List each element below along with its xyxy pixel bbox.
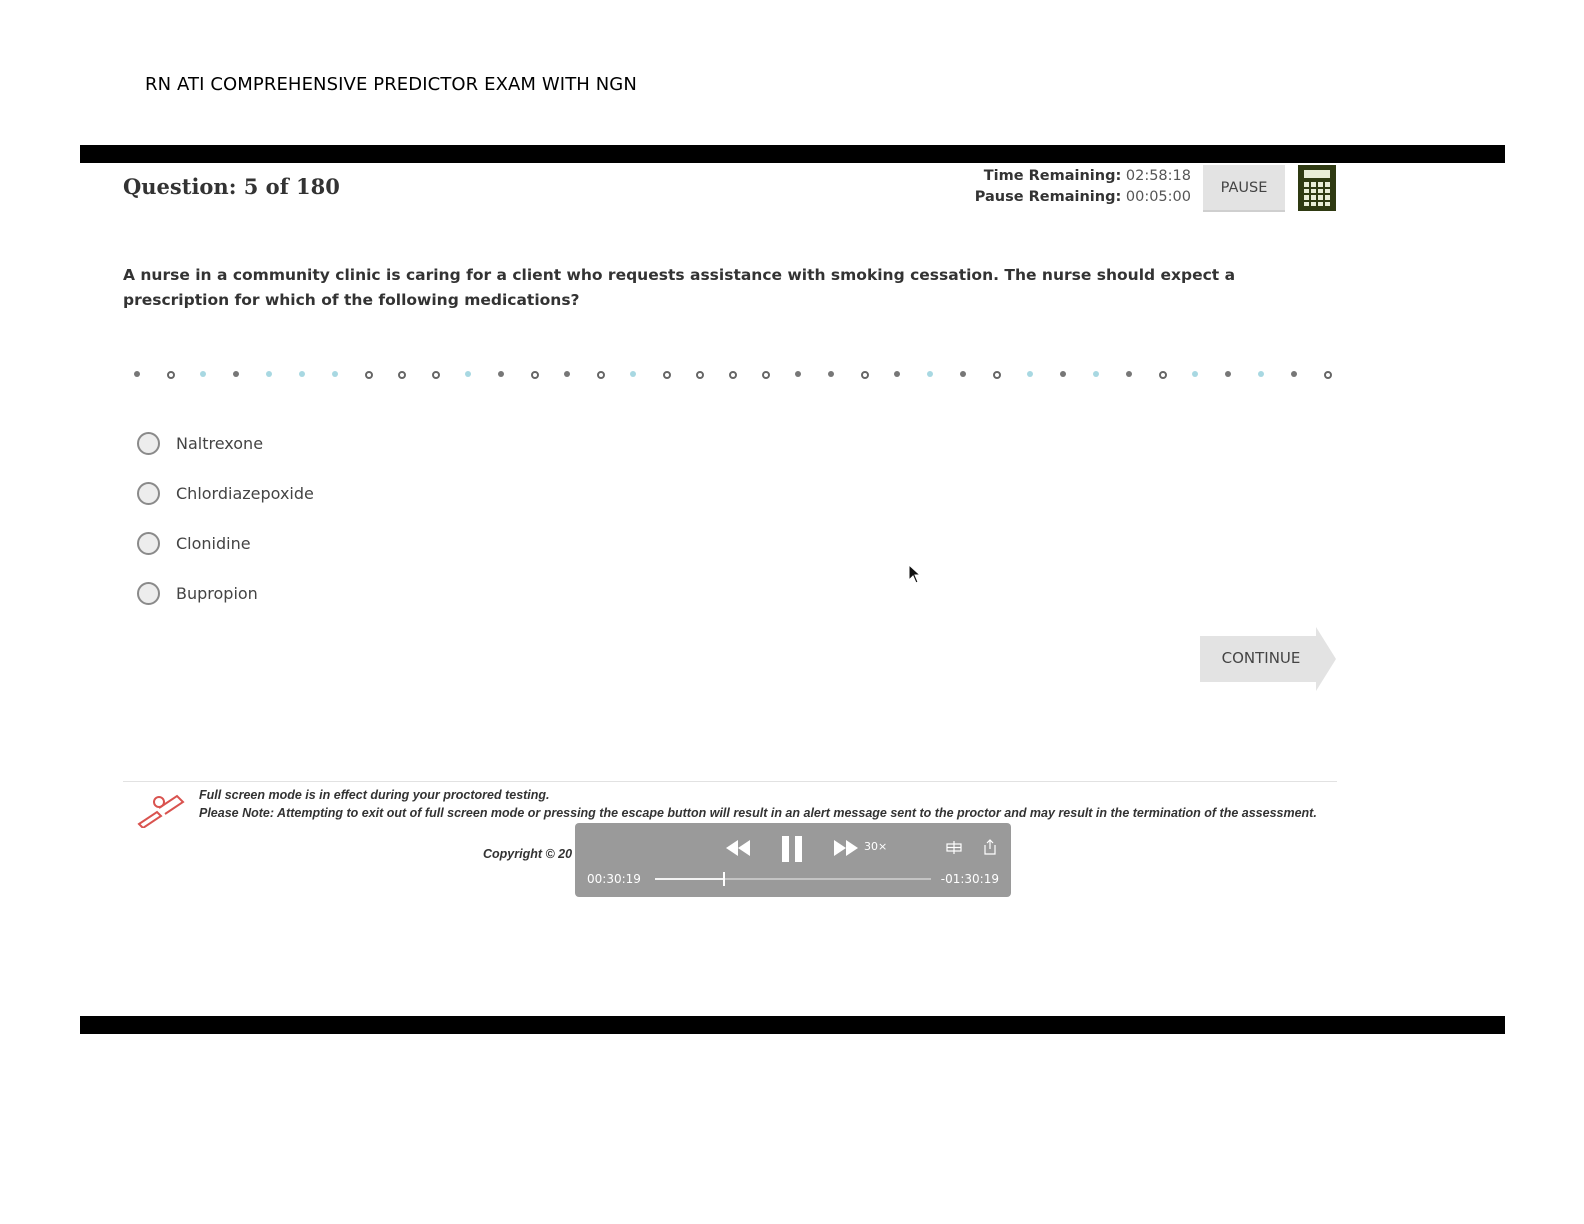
remaining-time: -01:30:19 [940, 872, 999, 886]
pause-remaining-label: Pause Remaining: [974, 189, 1122, 205]
progress-dot [498, 371, 504, 377]
top-black-bar [80, 145, 1505, 163]
progress-dot [828, 371, 834, 377]
progress-dot [663, 371, 671, 379]
progress-dot [564, 371, 570, 377]
progress-dot [696, 371, 704, 379]
progress-dot [597, 371, 605, 379]
fast-forward-icon[interactable] [833, 840, 859, 856]
fullscreen-note: Full screen mode is in effect during your proctored testing. [199, 788, 550, 802]
progress-dot [861, 371, 869, 379]
progress-dot [167, 371, 175, 379]
progress-dot [1060, 371, 1066, 377]
video-scrubber[interactable] [655, 878, 931, 880]
progress-dot [365, 371, 373, 379]
progress-dot [630, 371, 636, 377]
progress-dot [1159, 371, 1167, 379]
progress-dot [1093, 371, 1099, 377]
progress-dot [894, 371, 900, 377]
radio-button[interactable] [137, 432, 160, 455]
progress-dot [200, 371, 206, 377]
question-counter: Question: 5 of 180 [123, 174, 340, 199]
timers [975, 166, 1191, 208]
progress-dot [1225, 371, 1231, 377]
option-clonidine[interactable] [137, 518, 314, 568]
video-player-controls[interactable] [575, 823, 1011, 897]
option-label: Clonidine [176, 533, 251, 553]
pause-icon[interactable] [781, 836, 803, 862]
copyright-text: Copyright © 20 [483, 847, 573, 861]
calculator-icon[interactable] [1298, 165, 1336, 211]
progress-dot [960, 371, 966, 377]
bottom-black-bar [80, 1016, 1505, 1034]
document-title: RN ATI COMPREHENSIVE PREDICTOR EXAM WITH NGN [145, 74, 637, 95]
progress-dot [993, 371, 1001, 379]
progress-dot [299, 371, 305, 377]
time-remaining-label: Time Remaining: [983, 168, 1122, 184]
option-naltrexone[interactable] [137, 418, 314, 468]
progress-dot [134, 371, 140, 377]
progress-dots [134, 371, 1334, 379]
option-bupropion[interactable] [137, 568, 314, 618]
time-remaining-value: 02:58:18 [1125, 168, 1191, 184]
radio-button[interactable] [137, 532, 160, 555]
progress-dot [332, 371, 338, 377]
progress-dot [432, 371, 440, 379]
progress-dot [1192, 371, 1198, 377]
radio-button[interactable] [137, 482, 160, 505]
progress-dot [465, 371, 471, 377]
progress-dot [1126, 371, 1132, 377]
pause-remaining-value: 00:05:00 [1125, 189, 1191, 205]
option-chlordiazepoxide[interactable] [137, 468, 314, 518]
continue-button[interactable] [1200, 627, 1336, 691]
progress-dot [266, 371, 272, 377]
progress-dot [1291, 371, 1297, 377]
scrubber-handle[interactable] [723, 872, 725, 886]
fullscreen-tool-icon [137, 792, 187, 828]
option-label: Bupropion [176, 583, 258, 603]
pause-button[interactable]: PAUSE [1203, 165, 1285, 212]
progress-dot [531, 371, 539, 379]
progress-dot [795, 371, 801, 377]
progress-dot [927, 371, 933, 377]
rewind-icon[interactable] [725, 840, 751, 856]
option-label: Chlordiazepoxide [176, 483, 314, 503]
progress-dot [1258, 371, 1264, 377]
radio-button[interactable] [137, 582, 160, 605]
elapsed-time: 00:30:19 [587, 872, 641, 886]
progress-dot [1324, 371, 1332, 379]
answer-options [137, 418, 314, 618]
footer-divider [123, 781, 1337, 782]
question-text: A nurse in a community clinic is caring for a client who requests assistance with smoking cessation. The nurse should expect a prescription for which of the following medications? [123, 266, 1236, 309]
share-icon[interactable] [984, 839, 996, 855]
progress-dot [1027, 371, 1033, 377]
progress-dot [762, 371, 770, 379]
continue-label: CONTINUE [1221, 649, 1301, 667]
progress-dot [398, 371, 406, 379]
playback-speed[interactable]: 30× [864, 840, 888, 853]
airplay-icon[interactable] [946, 841, 962, 855]
progress-dot [729, 371, 737, 379]
progress-dot [233, 371, 239, 377]
scrubber-fill [655, 878, 724, 880]
mouse-pointer-icon [908, 564, 922, 584]
escape-warning-note: Please Note: Attempting to exit out of full screen mode or pressing the escape button will result in an alert message sent to the proctor and may result in the termination of the assessment. [199, 806, 1317, 820]
option-label: Naltrexone [176, 433, 264, 453]
